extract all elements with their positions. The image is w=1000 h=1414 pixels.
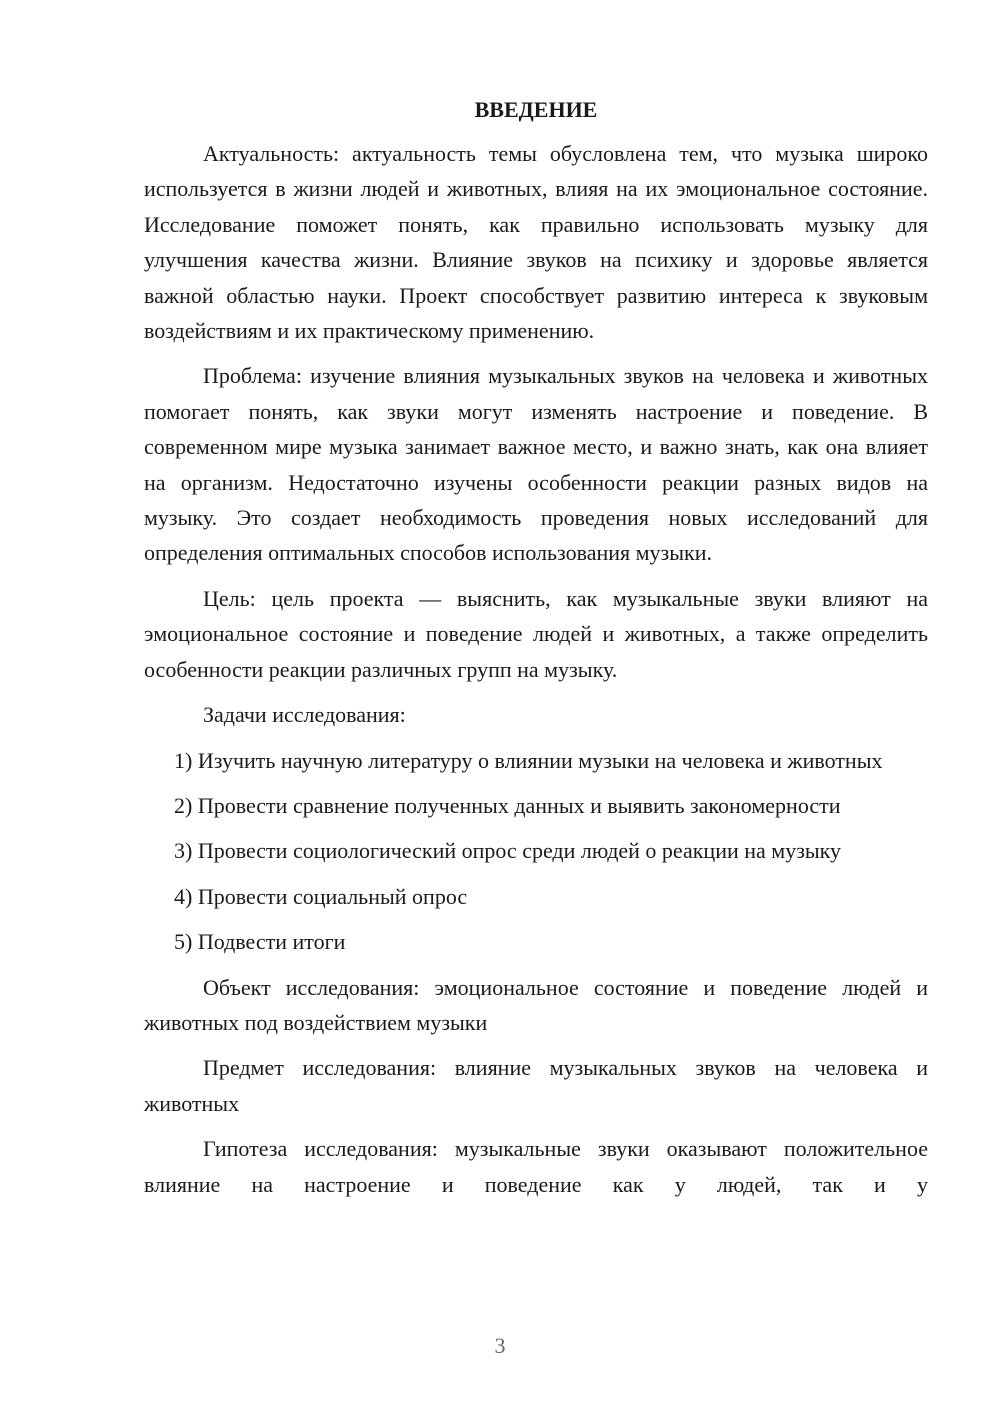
task-item: 3) Провести социологический опрос среди людей о реакции на музыку [174,838,842,864]
paragraph-object: Объект исследования: эмоциональное состояние и поведение людей и животных под воздействием музыки [144,974,928,1035]
page-number: 3 [494,1333,506,1358]
paragraph-relevance: Актуальность: актуальность темы обусловлена тем, что музыка широко используется в жизни людей и животных, влияя на их эмоциональное состояние. Исследование поможет понять, как правильно использовать музыку для улучшения качества жизни. Влияние звуков на психику и здоровье является важной областью науки. Проект способствует развитию интереса к звуковым воздействиям и их практическому применению. [144,141,928,344]
page-title: ВВЕДЕНИЕ [474,97,598,122]
task-item: 1) Изучить научную литературу о влиянии музыки на человека и животных [174,747,883,773]
paragraph-problem: Проблема: изучение влияния музыкальных звуков на человека и животных помогает понять, как звуки могут изменять настроение и поведение. В современном мире музыка занимает важное место, и важно знать, как она влияет на организм. Недостаточно изучены особенности реакции разных видов на музыку. Это создает необходимость проведения новых исследований для определения оптимальных способов использования музыки. [144,363,928,566]
paragraph-subject: Предмет исследования: влияние музыкальных звуков на человека и животных [144,1055,928,1116]
task-item: 4) Провести социальный опрос [174,883,468,909]
paragraph-hypothesis: Гипотеза исследования: музыкальные звуки оказывают положительное влияние на настроение и поведение как у людей, так и у [144,1136,928,1197]
task-item: 5) Подвести итоги [174,929,346,955]
document-page [144,92,928,1212]
tasks-heading: Задачи исследования: [203,702,406,728]
task-item: 2) Провести сравнение полученных данных и выявить закономерности [174,792,841,818]
paragraph-goal: Цель: цель проекта — выяснить, как музыкальные звуки влияют на эмоциональное состояние и поведение людей и животных, а также определить особенности реакции различных групп на музыку. [144,585,928,682]
